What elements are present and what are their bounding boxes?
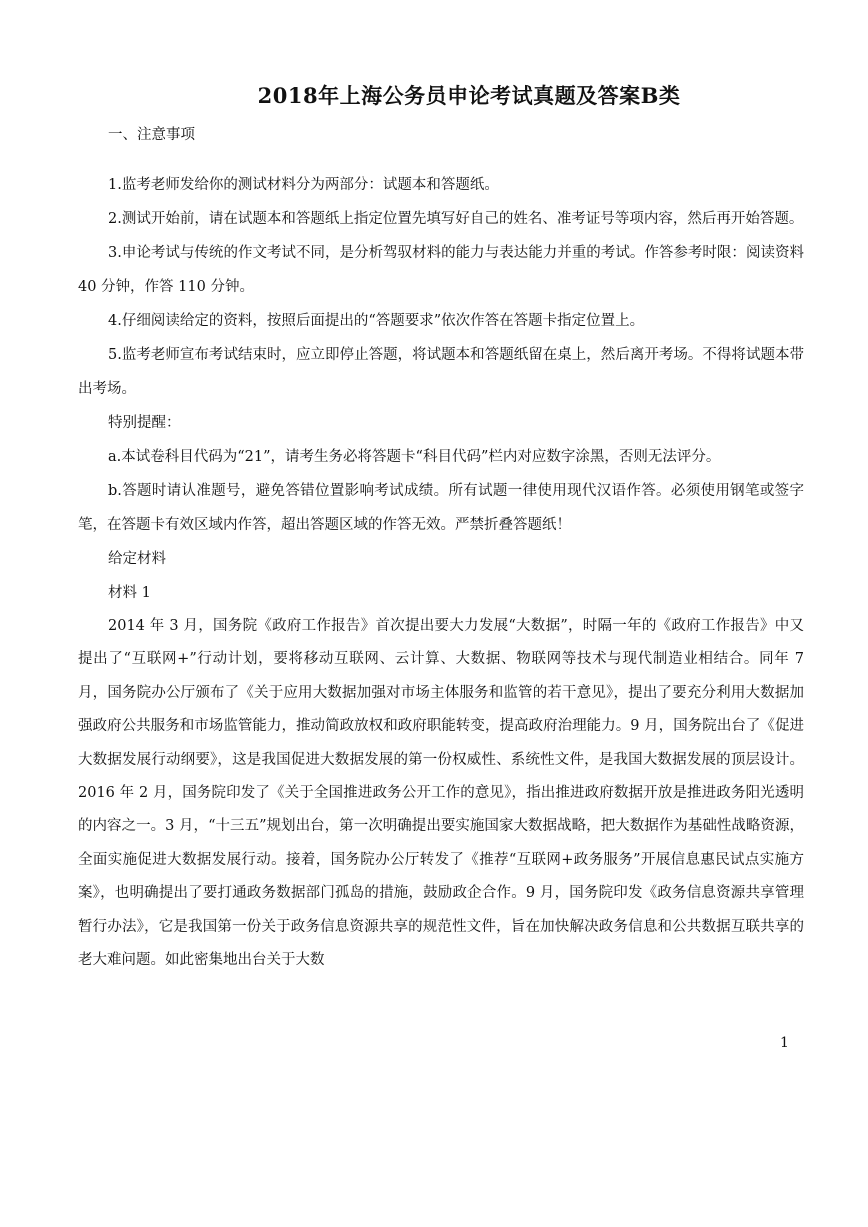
note-paragraph: 1.监考老师发给你的测试材料分为两部分：试题本和答题纸。: [108, 177, 499, 193]
special-note-paragraph: b.答题时请认准题号，避免答错位置影响考试成绩。所有试题一律使用现代汉语作答。必须使用钢笔或签字笔，在答题卡有效区域内作答，超出答题区域的作答无效。严禁折叠答题纸！: [78, 483, 804, 533]
special-heading: 特别提醒：: [108, 415, 181, 431]
materials-heading: 给定材料: [108, 551, 166, 567]
note-paragraph: 5.监考老师宣布考试结束时，应立即停止答题，将试题本和答题纸留在桌上，然后离开考场。不得将试题本带出考场。: [78, 347, 804, 397]
document-body: [78, 168, 804, 977]
material-label: 材料 1: [108, 585, 151, 601]
section-heading: 一、注意事项: [108, 127, 195, 143]
material-paragraph: 2014 年 3 月，国务院《政府工作报告》首次提出要大力发展“大数据”，时隔一年的《政府工作报告》中又提出了“互联网+”行动计划，要将移动互联网、云计算、大数据、物联网等技术与现代制造业相结合。同年 7 月，国务院办公厅颁布了《关于应用大数据加强对市场主体服务和监管的若干意见》，提出了要充分利用大数据加强政府公共服务和市场监管能力，推动简政放权和政府职能转变，提高政府治理能力。9 月，国务院出台了《促进大数据发展行动纲要》，这是我国促进大数据发展的第一份权威性、系统性文件，是我国大数据发展的顶层设计。2016 年 2 月，国务院印发了《关于全国推进政务公开工作的意见》，指出推进政府数据开放是推进政务阳光透明的内容之一。3 月，“十三五”规划出台，第一次明确提出要实施国家大数据战略，把大数据作为基础性战略资源，全面实施促进大数据发展行动。接着，国务院办公厅转发了《推荐“互联网+政务服务”开展信息惠民试点实施方案》，也明确提出了要打通政务数据部门孤岛的措施，鼓励政企合作。9 月，国务院印发《政务信息资源共享管理暂行办法》，它是我国第一份关于政务信息资源共享的规范性文件，旨在加快解决政务信息和公共数据互联共享的老大难问题。如此密集地出台关于大数: [78, 618, 804, 969]
note-paragraph: 2.测试开始前，请在试题本和答题纸上指定位置先填写好自己的姓名、准考证号等项内容，然后再开始答题。: [108, 211, 804, 227]
note-paragraph: 3.申论考试与传统的作文考试不同，是分析驾驭材料的能力与表达能力并重的考试。作答参考时限：阅读资料 40 分钟，作答 110 分钟。: [78, 245, 804, 295]
document-title: 2018年上海公务员申论考试真题及答案B类: [257, 83, 681, 108]
special-note-paragraph: a.本试卷科目代码为“21”，请考生务必将答题卡“科目代码”栏内对应数字涂黑，否则无法评分。: [108, 449, 721, 465]
note-paragraph: 4.仔细阅读给定的资料，按照后面提出的“答题要求”依次作答在答题卡指定位置上。: [108, 313, 645, 329]
page-number: 1: [780, 1035, 789, 1051]
